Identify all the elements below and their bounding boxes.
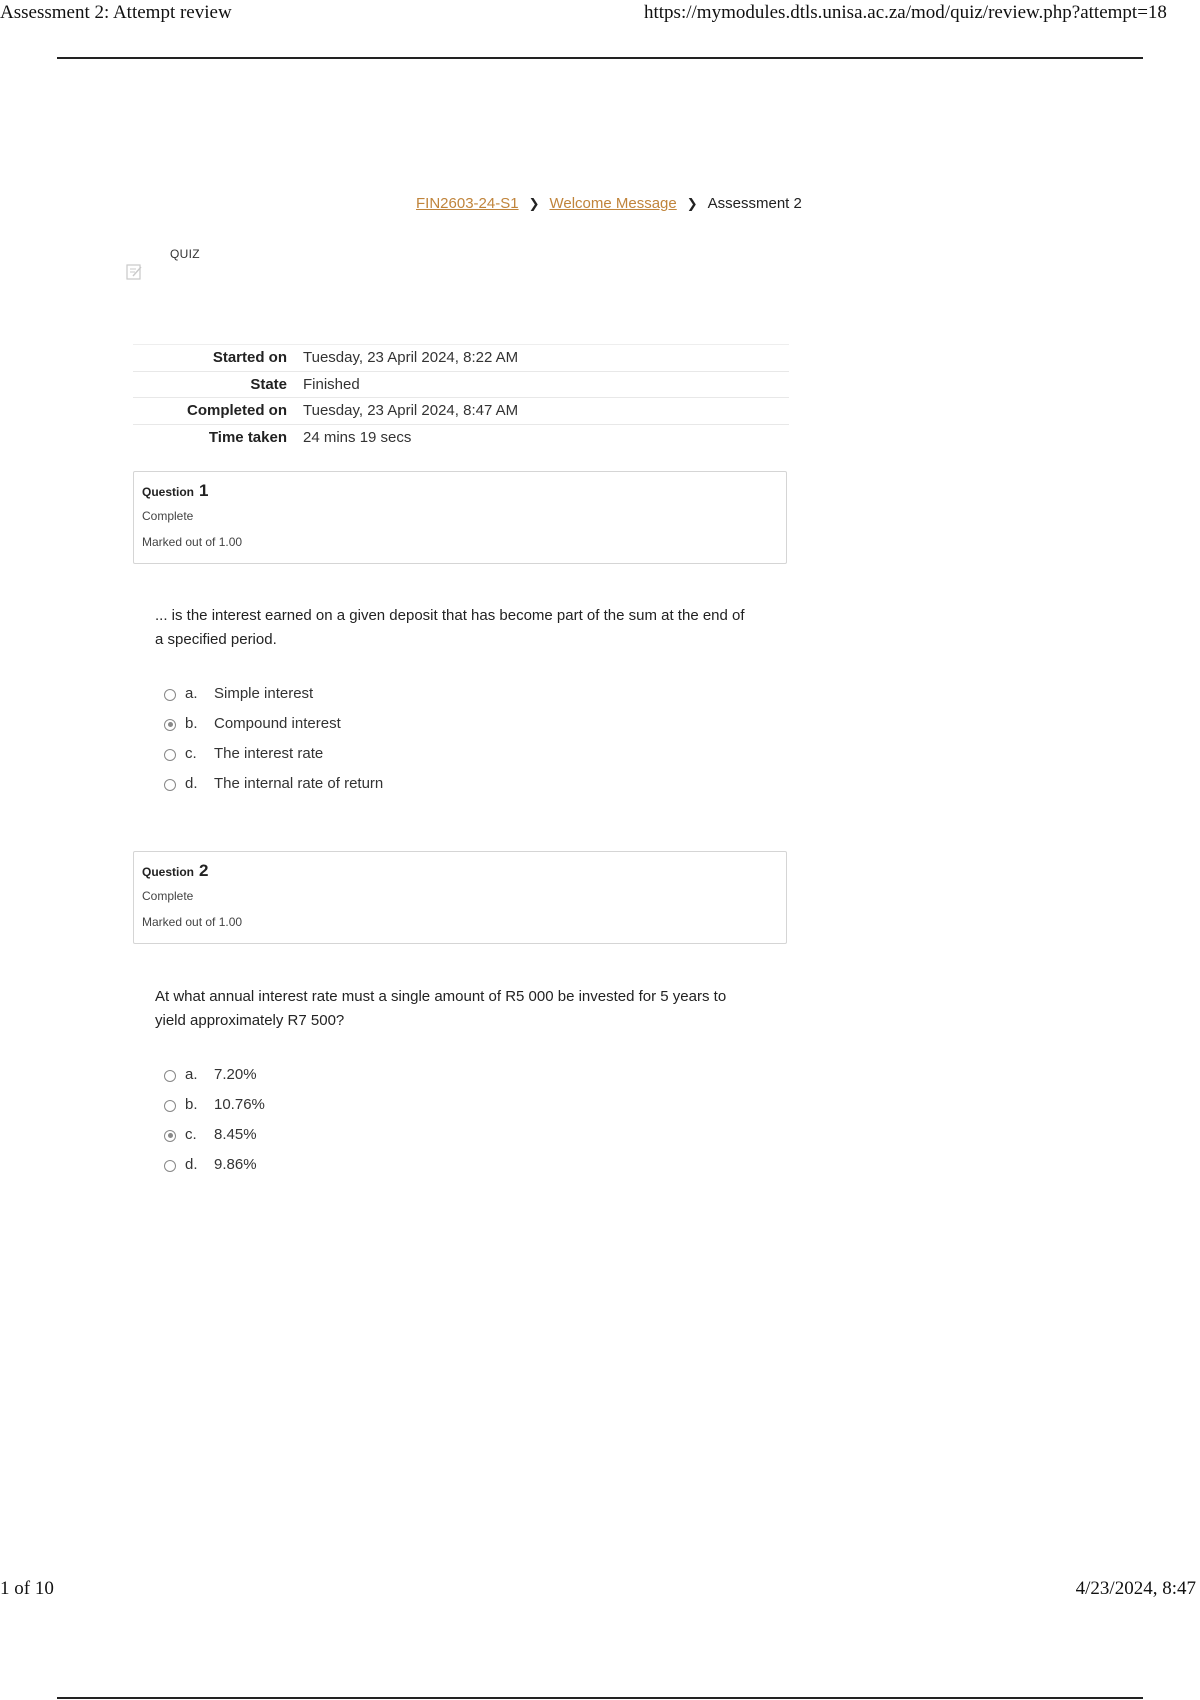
question-text: ... is the interest earned on a given deposit that has become part of the sum at the end of a specified period. [155,607,745,648]
answer-text: 9.86% [214,1155,257,1173]
chevron-right-icon: ❯ [528,195,540,211]
radio-button[interactable] [164,1160,176,1172]
summary-label: Started on [212,349,287,367]
answer-letter: b. [185,714,198,732]
radio-button-selected[interactable] [164,719,176,731]
summary-label: State [250,375,287,393]
answer-text: 10.76% [214,1095,265,1113]
summary-label: Completed on [187,402,287,420]
header-divider [57,57,1143,59]
answer-letter: c. [185,1125,197,1143]
question-number: Question 1 [142,481,209,500]
answer-option[interactable] [164,738,383,768]
answer-text: Simple interest [214,684,314,702]
answer-text: The interest rate [214,744,324,762]
answer-letter: b. [185,1095,198,1113]
question-text: At what annual interest rate must a single amount of R5 000 be invested for 5 years to yield approximately R7 500? [155,988,727,1029]
radio-button[interactable] [164,1100,176,1112]
breadcrumb [416,195,802,212]
radio-button[interactable] [164,749,176,761]
quiz-icon [126,263,143,280]
print-header-url: https://mymodules.dtls.unisa.ac.za/mod/quiz/review.php?attempt=18 [644,2,1167,23]
summary-row-completed [133,398,789,425]
answer-list [164,678,383,798]
answer-option[interactable] [164,1059,265,1089]
print-footer-page-number: 1 of 10 [0,1578,54,1599]
question-number: Question 2 [142,861,209,880]
print-header-title: Assessment 2: Attempt review [0,2,232,23]
question-grade: Marked out of 1.00 [142,915,243,929]
question-grade: Marked out of 1.00 [142,535,243,549]
breadcrumb-current: Assessment 2 [707,195,802,212]
answer-option[interactable] [164,768,383,798]
summary-value: 24 mins 19 secs [303,429,412,446]
answer-letter: a. [185,1065,198,1083]
answer-option[interactable] [164,708,383,738]
summary-label: Time taken [208,429,287,446]
chevron-right-icon: ❯ [686,195,698,211]
answer-text: 8.45% [214,1125,257,1143]
print-footer-date: 4/23/2024, 8:47 [1075,1578,1196,1599]
answer-letter: d. [185,1155,198,1173]
activity-type-label: QUIZ [170,247,200,261]
radio-button[interactable] [164,779,176,791]
question-info-box [133,851,787,944]
answer-text: 7.20% [214,1065,257,1083]
radio-button-selected[interactable] [164,1130,176,1142]
radio-button[interactable] [164,689,176,701]
attempt-summary-table [133,344,789,451]
breadcrumb-course-link[interactable]: FIN2603-24-S1 [416,195,519,212]
answer-option[interactable] [164,678,383,708]
summary-value: Finished [303,375,360,393]
answer-text: The internal rate of return [214,774,384,792]
answer-letter: d. [185,774,198,792]
answer-letter: c. [185,744,197,762]
answer-text: Compound interest [214,714,341,732]
answer-letter: a. [185,684,198,702]
question-info-box [133,471,787,564]
summary-row-time-taken [133,424,789,451]
answer-list [164,1059,265,1179]
question-state: Complete [142,509,194,523]
answer-option[interactable] [164,1149,265,1179]
question-state: Complete [142,889,194,903]
breadcrumb-section-link[interactable]: Welcome Message [549,195,677,212]
footer-divider [57,1697,1143,1699]
summary-row-state [133,371,789,398]
summary-value: Tuesday, 23 April 2024, 8:47 AM [303,402,519,420]
answer-option[interactable] [164,1089,265,1119]
summary-value: Tuesday, 23 April 2024, 8:22 AM [303,349,519,367]
answer-option[interactable] [164,1119,265,1149]
summary-row-started [133,345,789,372]
radio-button[interactable] [164,1070,176,1082]
